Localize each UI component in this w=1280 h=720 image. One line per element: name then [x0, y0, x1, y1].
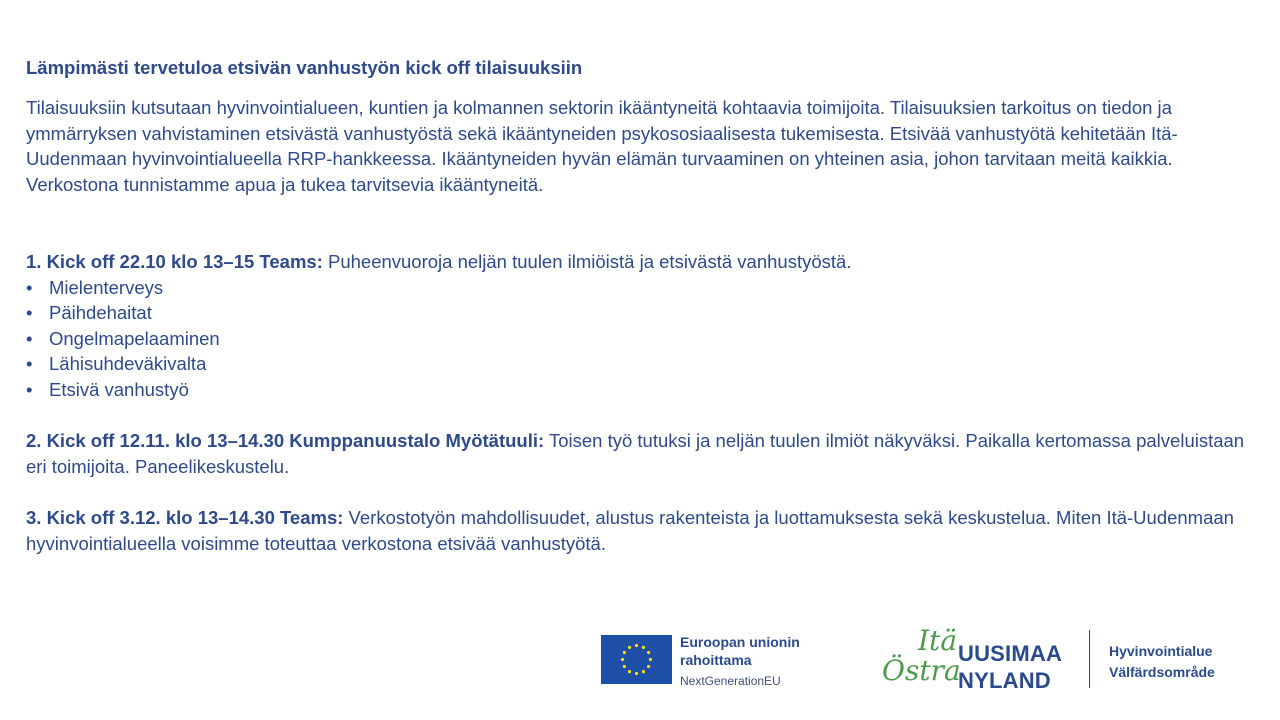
- eu-line-1: Euroopan unionin: [680, 634, 800, 650]
- spacer: [26, 197, 1246, 249]
- list-item: • Ongelmapelaaminen: [26, 326, 1246, 352]
- eu-flag-icon: [601, 635, 672, 684]
- event-2: [26, 428, 1246, 479]
- logo-script-ostra: Östra: [882, 654, 961, 687]
- event-3: [26, 505, 1246, 556]
- logo-side-sv: Välfärdsområde: [1109, 664, 1215, 680]
- logo-side-text: [1109, 641, 1215, 683]
- logo-divider: [1089, 630, 1090, 688]
- bullet-icon: •: [26, 276, 33, 298]
- ita-uusimaa-logo: [880, 624, 1080, 698]
- slide-content: [26, 55, 1246, 556]
- list-item: • Lähisuhdeväkivalta: [26, 351, 1246, 377]
- logo-word-uusimaa: UUSIMAA: [958, 641, 1063, 666]
- list-item: • Mielenterveys: [26, 275, 1246, 301]
- bullet-icon: •: [26, 378, 33, 400]
- event-3-heading: 3. Kick off 3.12. klo 13–14.30 Teams:: [26, 507, 344, 528]
- event-2-text: Toisen työ tutuksi ja neljän tuulen ilmiöt näkyväksi. Paikalla kertomassa palveluistaan eri toimijoita. Paneelikeskustelu.: [26, 430, 1245, 477]
- event-1-text: Puheenvuoroja neljän tuulen ilmiöistä ja etsivästä vanhustyöstä.: [322, 251, 852, 272]
- spacer: [26, 402, 1246, 428]
- page-title: Lämpimästi tervetuloa etsivän vanhustyön kick off tilaisuuksiin: [26, 57, 583, 78]
- footer: [0, 620, 1280, 700]
- logo-side-fi: Hyvinvointialue: [1109, 643, 1213, 659]
- spacer: [26, 479, 1246, 505]
- event-1: [26, 249, 1246, 275]
- event-3-text: Verkostotyön mahdollisuudet, alustus rakenteista ja luottamuksesta sekä keskustelua. Miten Itä-Uudenmaan hyvinvointialueella voisimme toteuttaa verkostona etsivää vanhustyötä.: [26, 507, 1234, 554]
- list-item: • Päihdehaitat: [26, 300, 1246, 326]
- event-2-heading: 2. Kick off 12.11. klo 13–14.30 Kumppanuustalo Myötätuuli:: [26, 430, 545, 451]
- event-1-topics: [26, 275, 1246, 403]
- list-item: • Etsivä vanhustyö: [26, 377, 1246, 403]
- bullet-icon: •: [26, 302, 33, 323]
- eu-line-3: NextGenerationEU: [680, 674, 781, 688]
- logo-word-nyland: NYLAND: [958, 668, 1051, 693]
- eu-line-2: rahoittama: [680, 652, 752, 668]
- intro-paragraph: Tilaisuuksiin kutsutaan hyvinvointialueen, kuntien ja kolmannen sektorin ikääntyneitä kohtaavia toimijoita. Tilaisuuksien tarkoitus on tiedon ja ymmärryksen vahvistaminen etsivästä vanhustyöstä sekä ikääntyneiden psykososiaalisesta tukemisesta. Etsivää vanhustyötä kehitetään Itä-Uudenmaan hyvinvointialueella RRP-hankkeessa. Ikääntyneiden hyvän elämän turvaaminen on yhteinen asia, johon tarvitaan meitä kaikkia. Verkostona tunnistamme apua ja tukea tarvitsevia ikääntyneitä.: [26, 97, 1178, 195]
- logo-script-ita: Itä: [918, 624, 958, 657]
- bullet-icon: •: [26, 327, 33, 349]
- eu-funding-text: [680, 633, 800, 690]
- eu-stars-icon: [601, 635, 672, 684]
- event-1-heading: 1. Kick off 22.10 klo 13–15 Teams:: [26, 251, 323, 272]
- bullet-icon: •: [26, 353, 33, 374]
